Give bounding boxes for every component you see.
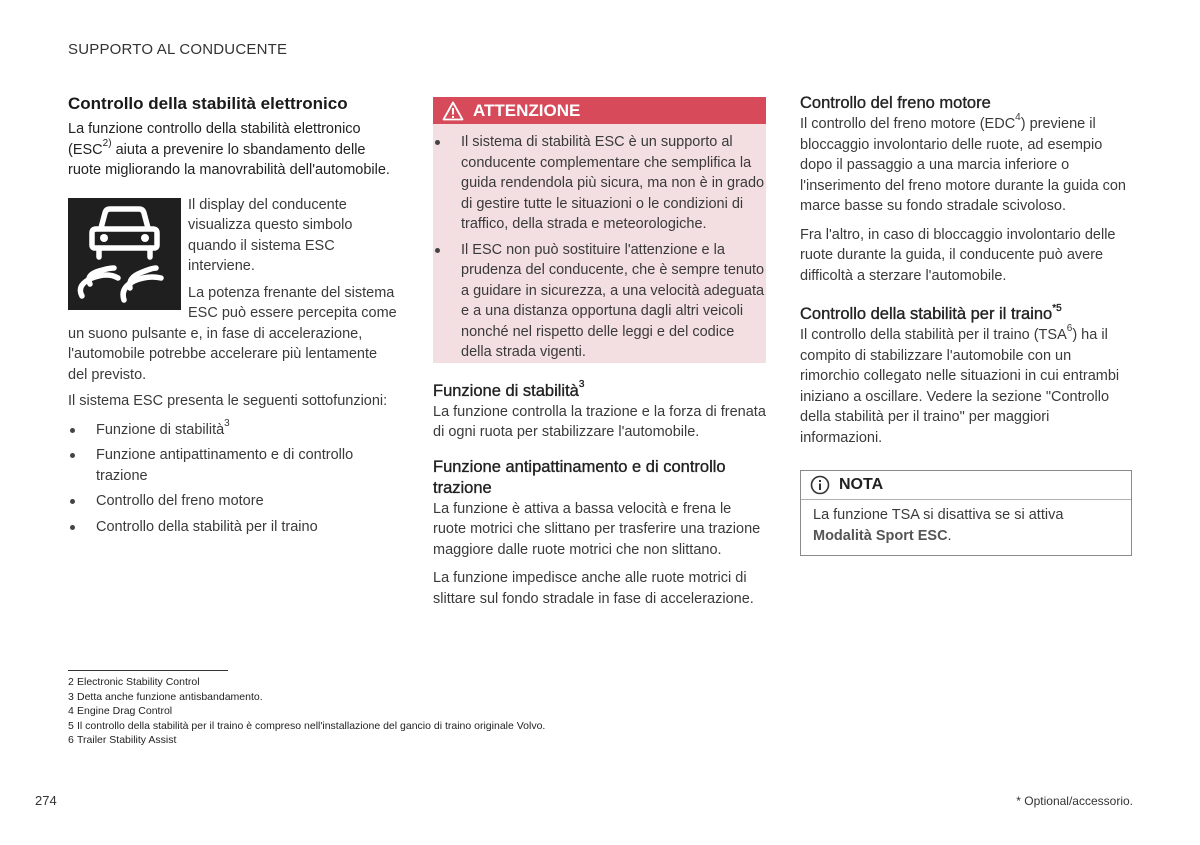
footnotes xyxy=(68,675,768,748)
section-traction-function xyxy=(433,457,766,610)
footnote-divider xyxy=(68,670,228,671)
section-heading: Funzione di stabilità$^3$ xyxy=(433,379,585,400)
section-text: Il controllo della stabilità per il traino (TSA$^6$) ha il compito di stabilizzare l'automobile con un rimorchio collegato nelle situazioni in cui entrambi iniziano a oscillare. Vedere la sezione "Controllo della stabilità per il traino" per maggiori informazioni. xyxy=(800,323,1120,446)
esc-intro: La funzione controllo della stabilità elettronico (ESC$^{2)}$ aiuta a prevenire lo sbandamento delle ruote migliorando la manovrabilità dell'automobile. xyxy=(68,121,390,178)
warning-list xyxy=(433,132,766,363)
list-item: Controllo della stabilità per il traino xyxy=(68,517,400,538)
optional-accessory-note: * Optional/accessorio. xyxy=(1016,794,1133,808)
list-item: Il sistema di stabilità ESC è un supporto al conducente complementare che semplifica la guida rendendola più sicura, ma non è in grado di gestire tutte le situazioni o le condizioni di traffico, della strada e meteorologiche. xyxy=(433,132,766,235)
info-circle-icon xyxy=(801,475,839,495)
page-number: 274 xyxy=(35,793,57,808)
note-header xyxy=(801,471,1131,500)
note-title: NOTA xyxy=(839,476,884,493)
footnote: 5 Il controllo della stabilità per il traino è compreso nell'installazione del gancio di traino originale Volvo. xyxy=(68,719,546,732)
section-text: Fra l'altro, in caso di bloccaggio involontario delle ruote durante la guida, il conducente può avere difficoltà a sterzare l'automobile. xyxy=(800,226,1116,284)
section-stability-function xyxy=(433,381,766,443)
warning-box xyxy=(433,97,766,363)
footnote: 6 Trailer Stability Assist xyxy=(68,734,177,746)
esc-subfunctions-list xyxy=(68,417,400,538)
section-heading: Funzione antipattinamento e di controllo trazione xyxy=(433,457,726,497)
section-text: La funzione controlla la trazione e la forza di frenata di ogni ruota per stabilizzare l'automobile. xyxy=(433,403,766,440)
warning-title: ATTENZIONE xyxy=(473,100,581,120)
esc-skid-icon xyxy=(68,198,181,310)
section-text: La funzione è attiva a bassa velocità e frena le ruote motrici che slittano per trasferire una trazione maggiore dalle ruote motrici che non slittano. xyxy=(433,500,761,558)
section-text: Il controllo del freno motore (EDC$^4$) previene il bloccaggio involontario delle ruote, ad esempio dopo il passaggio a una marcia inferiore o l'inserimento del freno motore durante la guida con marce basse su fondo stradale scivoloso. xyxy=(800,112,1126,214)
esc-subfunctions-intro: Il sistema ESC presenta le seguenti sottofunzioni: xyxy=(68,393,388,409)
section-heading-esc: Controllo della stabilità elettronico xyxy=(68,94,348,113)
list-item: Funzione di stabilità$^3$ xyxy=(68,420,400,441)
column-right xyxy=(800,93,1132,556)
esc-display-text: Il display del conducente visualizza questo simbolo quando il sistema ESC interviene. xyxy=(188,196,353,274)
section-heading: Controllo del freno motore xyxy=(800,94,991,112)
section-engine-brake xyxy=(800,93,1132,286)
note-body xyxy=(801,500,1131,555)
list-item: Controllo del freno motore xyxy=(68,491,400,512)
column-left xyxy=(68,93,400,542)
section-trailer-stability xyxy=(800,304,1132,448)
list-item: Funzione antipattinamento e di controllo trazione xyxy=(68,445,400,486)
column-middle xyxy=(433,97,766,609)
section-heading: Controllo della stabilità per il traino$^{*5}$ xyxy=(800,302,1062,323)
footnote: 4 Engine Drag Control xyxy=(68,705,173,717)
esc-symbol-block xyxy=(68,195,400,386)
list-item: Il ESC non può sostituire l'attenzione e la prudenza del conducente, che è sempre tenuto a guidare in sicurezza, a una velocità adeguata e a una distanza opportuna dagli altri veicoli nonché nel rispetto delle leggi e del codice della strada vigenti. xyxy=(433,240,766,363)
section-text: La funzione impedisce anche alle ruote motrici di slittare sul fondo stradale in fase di accelerazione. xyxy=(433,570,754,607)
page-section-header: SUPPORTO AL CONDUCENTE xyxy=(68,41,288,58)
footnote: 3 Detta anche funzione antisbandamento. xyxy=(68,690,263,703)
warning-triangle-icon xyxy=(433,101,473,121)
note-text: La funzione TSA si disattiva se si attiva Modalità Sport ESC. xyxy=(813,507,1064,544)
esc-brake-text: La potenza frenante del sistema ESC può essere percepita come un suono pulsante e, in fase di accelerazione, l'automobile potrebbe accelerare più lentamente del previsto. xyxy=(68,284,397,383)
footnote: 2 Electronic Stability Control xyxy=(68,676,200,688)
warning-header xyxy=(433,97,766,124)
note-box xyxy=(800,470,1132,556)
